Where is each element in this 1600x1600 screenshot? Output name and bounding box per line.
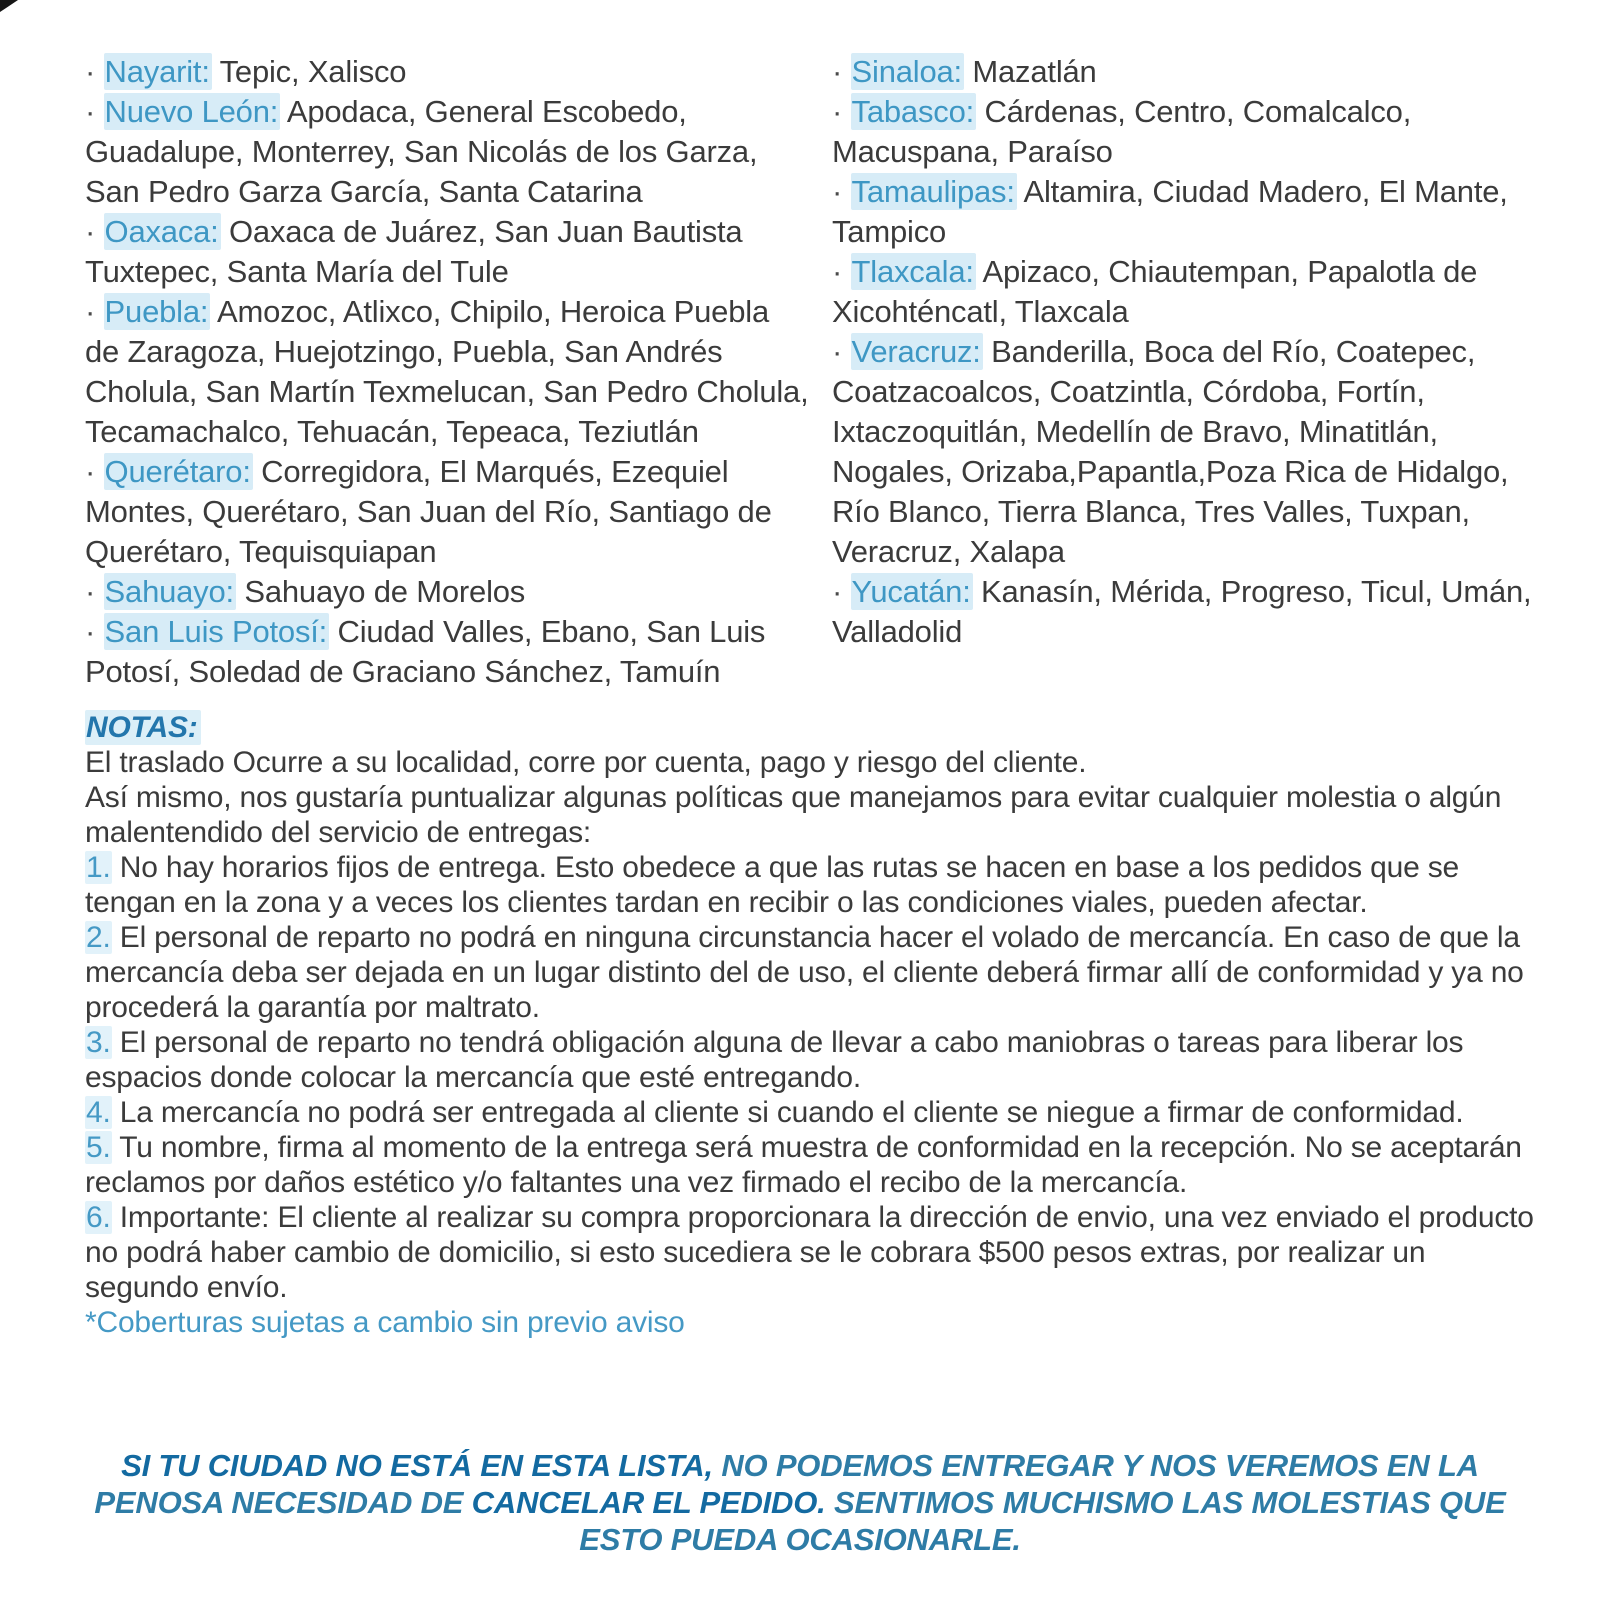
- coverage-entry: [85, 212, 810, 292]
- state-label: Sahuayo:: [104, 574, 234, 609]
- bullet-icon: ·: [832, 254, 851, 289]
- bullet-icon: ·: [85, 294, 104, 329]
- cancellation-banner: [80, 1447, 1520, 1558]
- coverage-entry: [832, 252, 1548, 332]
- bullet-icon: ·: [85, 454, 104, 489]
- notes-intro-line: Así mismo, nos gustaría puntualizar algunas políticas que manejamos para evitar cualquier molestia o algún malentendido del servicio de entregas:: [85, 781, 1502, 849]
- city-list: Oaxaca de Juárez, San Juan Bautista Tuxtepec, Santa María del Tule: [85, 214, 743, 289]
- city-list: Banderilla, Boca del Río, Coatepec, Coatzacoalcos, Coatzintla, Córdoba, Fortín, Ixtaczoquitlán, Medellín de Bravo, Minatitlán, Nogales, Orizaba,Papantla,Poza Rica de Hidalgo, Río Blanco, Tierra Blanca, Tres Valles, Tuxpan, Veracruz, Xalapa: [832, 334, 1509, 569]
- coverage-entry: [85, 572, 810, 612]
- city-list: Apizaco, Chiautempan, Papalotla de Xicohténcatl, Tlaxcala: [832, 254, 1478, 329]
- coverage-entry: [832, 572, 1548, 652]
- coverage-entry: [832, 52, 1548, 92]
- note-number: 6.: [86, 1201, 111, 1234]
- state-label: Tabasco:: [851, 94, 975, 129]
- banner-segment: CANCELAR EL PEDIDO.: [471, 1485, 826, 1520]
- note-text: El personal de reparto no tendrá obligación alguna de llevar a cabo maniobras o tareas para liberar los espacios donde colocar la mercancía que esté entregando.: [85, 1026, 1464, 1094]
- coverage-entry: [832, 92, 1548, 172]
- city-list: Altamira, Ciudad Madero, El Mante, Tampico: [832, 174, 1508, 249]
- city-list: Cárdenas, Centro, Comalcalco, Macuspana, Paraíso: [832, 94, 1412, 169]
- state-label: Oaxaca:: [104, 214, 219, 249]
- note-item: [85, 1025, 1547, 1095]
- coverage-entry: [85, 52, 810, 92]
- notes-intro: [85, 745, 1547, 850]
- city-list: Corregidora, El Marqués, Ezequiel Montes, Querétaro, San Juan del Río, Santiago de Querétaro, Tequisquiapan: [85, 454, 772, 569]
- bullet-icon: ·: [85, 54, 104, 89]
- coverage-entry: [85, 452, 810, 572]
- coverage-entry: [832, 172, 1548, 252]
- notes-heading-row: [85, 710, 1547, 745]
- note-number: 1.: [86, 851, 111, 884]
- state-label: Veracruz:: [851, 334, 981, 369]
- notes-intro-line: El traslado Ocurre a su localidad, corre por cuenta, pago y riesgo del cliente.: [85, 746, 1087, 779]
- coverage-entry: [85, 92, 810, 212]
- state-label: Querétaro:: [104, 454, 251, 489]
- note-number: 4.: [86, 1096, 111, 1129]
- note-text: Importante: El cliente al realizar su compra proporcionara la dirección de envio, una vez enviado el producto no podrá haber cambio de domicilio, si esto sucediera se le cobrara $500 pesos extras, por realizar un segundo envío.: [85, 1201, 1534, 1304]
- city-list: Mazatlán: [963, 54, 1097, 89]
- bullet-icon: ·: [85, 214, 104, 249]
- note-number: 5.: [86, 1131, 111, 1164]
- bullet-icon: ·: [832, 54, 851, 89]
- city-list: Ciudad Valles, Ebano, San Luis Potosí, Soledad de Graciano Sánchez, Tamuín: [85, 614, 766, 689]
- state-label: Tamaulipas:: [851, 174, 1015, 209]
- bullet-icon: ·: [832, 94, 851, 129]
- state-label: Tlaxcala:: [851, 254, 974, 289]
- note-number: 2.: [86, 921, 111, 954]
- banner-segment: SI TU CIUDAD NO ESTÁ EN ESTA LISTA,: [121, 1448, 722, 1483]
- city-list: Tepic, Xalisco: [211, 54, 407, 89]
- banner-segment: SENTIMOS MUCHISMO LAS MOLESTIAS QUE ESTO PUEDA OCASIONARLE.: [579, 1485, 1506, 1557]
- bullet-icon: ·: [85, 94, 104, 129]
- note-text: El personal de reparto no podrá en ninguna circunstancia hacer el volado de mercancía. En caso de que la mercancía deba ser dejada en un lugar distinto del de uso, el cliente deberá firmar allí de conformidad y ya no procederá la garantía por maltrato.: [85, 921, 1524, 1024]
- corner-mark: [0, 0, 18, 12]
- note-text: No hay horarios fijos de entrega. Esto obedece a que las rutas se hacen en base a los pedidos que se tengan en la zona y a veces los clientes tardan en recibir o las condiciones viales, pueden afectar.: [85, 851, 1459, 919]
- note-item: [85, 1095, 1547, 1130]
- coverage-footnote: *Coberturas sujetas a cambio sin previo aviso: [85, 1306, 685, 1339]
- state-label: Yucatán:: [851, 574, 971, 609]
- note-item: [85, 850, 1547, 920]
- coverage-entry: [832, 332, 1548, 572]
- note-item: [85, 1130, 1547, 1200]
- city-list: Sahuayo de Morelos: [235, 574, 526, 609]
- note-item: [85, 1200, 1547, 1305]
- city-list: Apodaca, General Escobedo, Guadalupe, Monterrey, San Nicolás de los Garza, San Pedro Garza García, Santa Catarina: [85, 94, 758, 209]
- state-label: Nayarit:: [104, 54, 210, 89]
- city-list: Kanasín, Mérida, Progreso, Ticul, Umán, Valladolid: [832, 574, 1532, 649]
- state-label: Nuevo León:: [104, 94, 279, 129]
- bullet-icon: ·: [85, 614, 104, 649]
- note-item: [85, 920, 1547, 1025]
- notes-section: [85, 710, 1547, 1340]
- bullet-icon: ·: [832, 174, 851, 209]
- bullet-icon: ·: [85, 574, 104, 609]
- state-label: Puebla:: [104, 294, 209, 329]
- bullet-icon: ·: [832, 574, 851, 609]
- note-text: La mercancía no podrá ser entregada al cliente si cuando el cliente se niegue a firmar de conformidad.: [111, 1096, 1464, 1129]
- state-label: Sinaloa:: [851, 54, 962, 89]
- coverage-entry: [85, 612, 810, 692]
- notes-heading: NOTAS:: [85, 710, 201, 745]
- notes-items: [85, 850, 1547, 1305]
- coverage-column-left: [85, 52, 810, 692]
- note-number: 3.: [86, 1026, 111, 1059]
- note-text: Tu nombre, firma al momento de la entrega será muestra de conformidad en la recepción. No se aceptarán reclamos por daños estético y/o faltantes una vez firmado el recibo de la mercancía.: [85, 1131, 1522, 1199]
- coverage-entry: [85, 292, 810, 452]
- bullet-icon: ·: [832, 334, 851, 369]
- banner-segment: NO PODEMOS ENTREGAR Y NOS VEREMOS EN LA PENOSA NECESIDAD DE: [94, 1448, 1479, 1520]
- state-label: San Luis Potosí:: [104, 614, 328, 649]
- coverage-column-right: [832, 52, 1548, 692]
- city-list: Amozoc, Atlixco, Chipilo, Heroica Puebla de Zaragoza, Huejotzingo, Puebla, San Andrés Cholula, San Martín Texmelucan, San Pedro Cholula, Tecamachalco, Tehuacán, Tepeaca, Teziutlán: [85, 294, 809, 449]
- coverage-columns: [85, 52, 1548, 692]
